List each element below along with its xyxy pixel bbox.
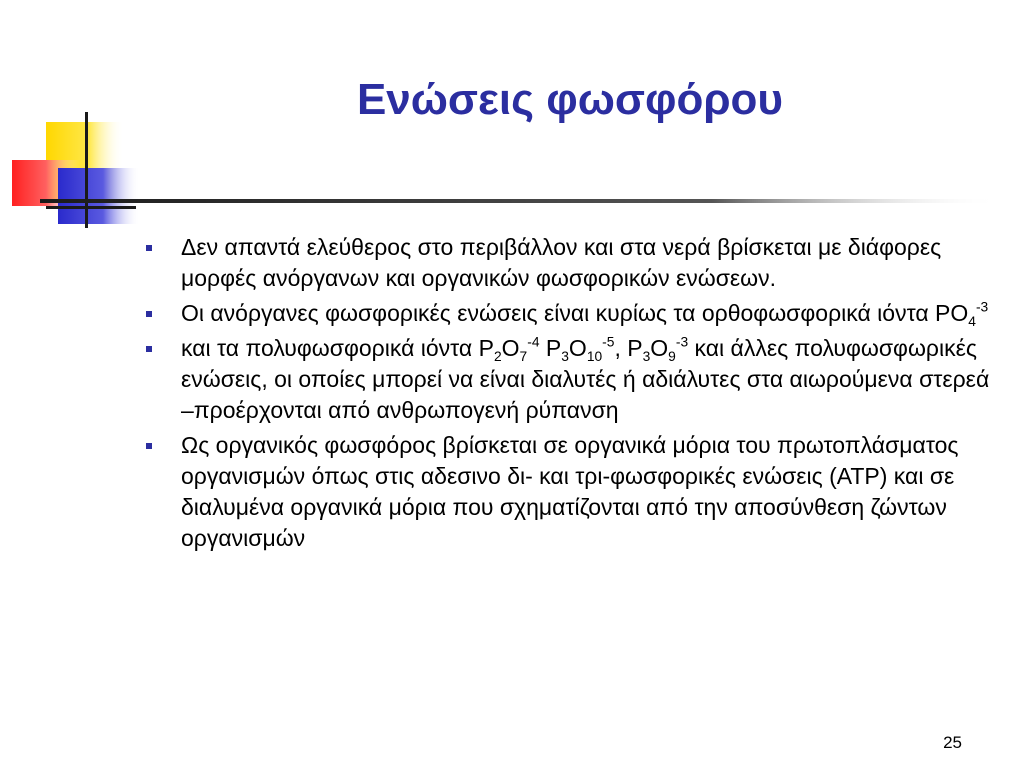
bullet-text-4: Ως οργανικός φωσφόρος βρίσκεται σε οργανικά μόρια του πρωτοπλάσματος οργανισμών όπως στις αδεσινο δι- και τρι-φωσφορικές ενώσεις (ATP) και σε διαλυμένα οργανικά μόρια που σχηματίζονται από την αποσύνθεση ζώντων οργανισμών <box>181 432 959 551</box>
deco-short-horizontal-line <box>46 206 136 209</box>
bullet-item-1 <box>140 232 990 294</box>
bullet-square-icon <box>146 311 152 317</box>
deco-vertical-line <box>85 112 88 228</box>
bullet-text-2: Οι ανόργανες φωσφορικές ενώσεις είναι κυρίως τα ορθοφωσφορικά ιόντα $PO_4^{-3}$ <box>181 299 989 329</box>
bullet-list <box>140 232 990 558</box>
bullet-text-3: και τα πολυφωσφορικά ιόντα $P_2O_7^{-4}$ $P_3O_{10}^{-5}$, $P_3O_9^{-3}$ και άλλες πολυφωσφωρικές ενώσεις, οι οποίες μπορεί να είναι διαλυτές ή αδιάλυτες στα αιωρούμενα στερεά –προέρχονται από ανθρωπογενή ρύπανση <box>181 334 990 423</box>
bullet-square-icon <box>146 443 152 449</box>
bullet-text-1: Δεν απαντά ελεύθερος στο περιβάλλον και στα νερά βρίσκεται με διάφορες μορφές ανόργανων και οργανικών φωσφορικών ενώσεων. <box>181 234 942 291</box>
bullet-item-3 <box>140 333 990 426</box>
slide-number: 25 <box>943 733 962 752</box>
deco-horizontal-rule <box>40 199 1000 203</box>
deco-blue-square <box>58 168 140 224</box>
bullet-square-icon <box>146 245 152 251</box>
bullet-square-icon <box>146 346 152 352</box>
slide-title: Ενώσεις φωσφόρου <box>356 75 784 124</box>
bullet-item-2 <box>140 298 990 329</box>
bullet-item-4 <box>140 430 990 554</box>
